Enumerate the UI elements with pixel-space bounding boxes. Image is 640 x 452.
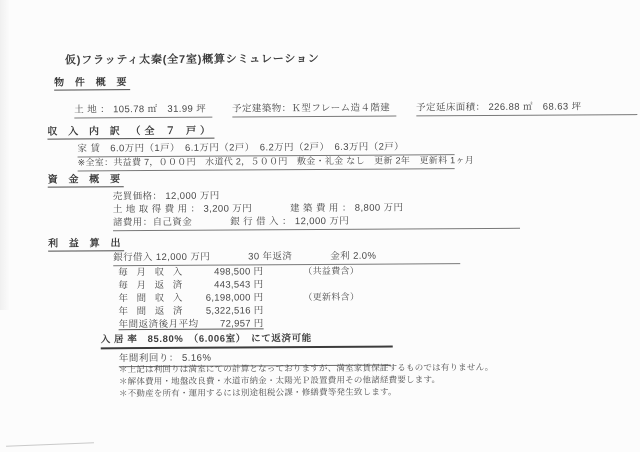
section-heading-income-breakdown: 収 入 内 訳 （全 ７ 戸） [47, 125, 215, 138]
section-heading-profit-calculation: 利 益 算 出 [48, 238, 125, 250]
profit-table [118, 263, 263, 330]
row-label: 毎 月 収 入 [118, 266, 186, 279]
row-label: 年 間 返 済 [118, 305, 186, 318]
row-label: 毎 月 返 済 [118, 279, 186, 292]
misc-cost-source: 諸費用：自己資金 [112, 216, 193, 229]
row-value: 72,957 円 [219, 318, 264, 330]
loan-principal: 銀行借入 12,000 万円 [113, 251, 211, 264]
row-value: 6,198,000 円 [205, 292, 264, 304]
document-title: 仮)フラッティ太秦(全7室)概算シミュレーション [64, 52, 320, 67]
planned-floor-area-value: 予定延床面積： 226.88 ㎡ 68.63 坪 [416, 98, 637, 116]
row-label: 年間返済後月平均 [118, 318, 199, 331]
row-value: 5,322,516 円 [205, 305, 264, 317]
footnote-full-occupancy-disclaimer: ＊上記は利回りは満室にての計算となっておりますが、満室家賃保証するものでは有りません。 [118, 361, 494, 375]
property-summary-line [74, 98, 637, 118]
table-row-annual-repayment [118, 302, 263, 316]
annual-yield-line: 年間利回り： 5.16% [119, 349, 391, 368]
planned-building-value: 予定建築物：Ｋ型フレーム造４階建 [232, 100, 396, 118]
sale-price-line: 売買価格： 12,000 万円 [112, 190, 220, 203]
break-even-occupancy-line: 入 居 率 85.80% （6.006室） にて返済可能 [101, 330, 393, 350]
footnote-additional-costs: ＊解体費用・地盤改良費・水道市納金・太陽光Ｐ設置費用その他諸経費要します。 [118, 374, 441, 387]
bank-loan-amount: 銀 行 借 入 ： 12,000 万円 [230, 215, 350, 228]
construction-cost: 建 築 費 用 ： 8,800 万円 [290, 202, 404, 215]
financing-line [113, 212, 520, 231]
annual-income-note: （更新料含） [303, 291, 360, 303]
section-heading-property-overview: 物 件 概 要 [54, 77, 131, 89]
loan-term: 30 年返済 [248, 251, 293, 263]
land-area-value: 土 地 ： 105.78 ㎡ 31.99 坪 [74, 101, 212, 119]
table-row-monthly-income [118, 263, 263, 277]
row-value: 443,543 円 [214, 279, 264, 291]
footnote-taxes-and-repairs: ＊不動産を所有・運用するには別途租税公課・修繕費等発生致します。 [118, 386, 397, 399]
table-row-monthly-average-after-repayment [119, 315, 264, 330]
table-row-annual-income [118, 289, 263, 303]
rental-conditions-line: ※全室：共益費 7，０００円 水道代 2，５００円 敷金・礼金 なし 更新 2年 更新料 1ヶ月 [78, 153, 455, 171]
row-label: 年 間 収 入 [118, 292, 186, 305]
section-heading-funding-overview: 資 金 概 要 [47, 174, 125, 186]
land-acquisition-cost: 土 地 取 得 費 用 ： 3,200 万円 [112, 203, 253, 216]
table-row-monthly-repayment [118, 276, 263, 290]
loan-interest-rate: 金利 2.0% [330, 250, 377, 262]
row-value: 498,500 円 [214, 266, 264, 278]
rent-schedule-line: 家 賃 6.0万円（1戸） 6.1万円（2戸） 6.2万円（2戸） 6.3万円（2戸） [77, 138, 454, 157]
monthly-income-note: （共益費含） [303, 265, 360, 277]
